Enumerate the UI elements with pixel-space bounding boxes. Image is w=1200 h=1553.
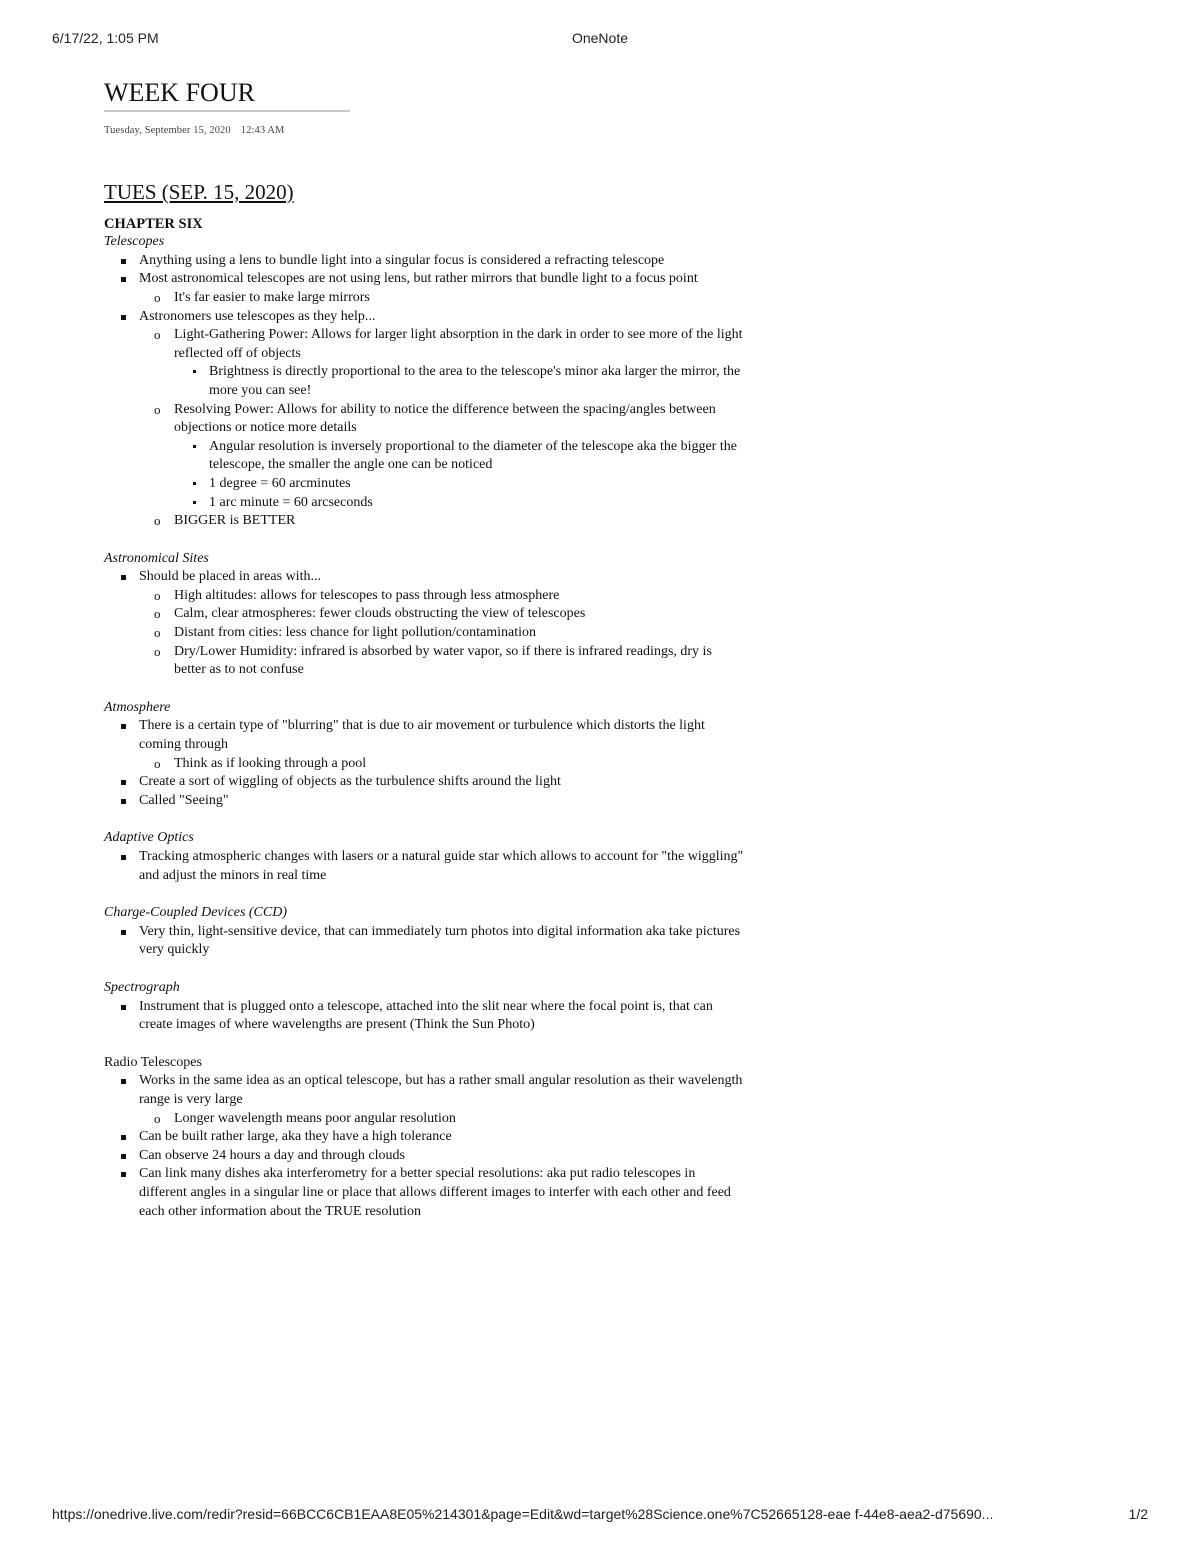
list-item: o Calm, clear atmospheres: fewer clouds obstructing the view of telescopes [139,605,744,624]
telescopes-list [104,252,744,531]
print-header [52,30,1148,50]
chapter-heading: CHAPTER SIX [104,215,203,232]
section-title-sites: Astronomical Sites [104,550,209,566]
list-item: Angular resolution is inversely proportional to the diameter of the telescope aka the bigger the telescope, the smaller the angle one can be noticed [174,438,744,475]
print-app-name: OneNote [571,30,629,46]
print-footer [52,1506,1148,1526]
print-datetime: 6/17/22, 1:05 PM [52,30,159,46]
list-item: Brightness is directly proportional to the area to the telescope's minor aka larger the mirror, the more you can see! [174,363,744,400]
list-item: Can link many dishes aka interferometry for a better special resolutions: aka put radio telescopes in different angles in a singular line or place that allows different images to interfer with each other and feed each other information about the TRUE resolution [104,1165,744,1221]
page-title[interactable]: WEEK FOUR [104,78,350,112]
list-item: o Longer wavelength means poor angular resolution [139,1110,744,1129]
list-item: Anything using a lens to bundle light into a singular focus is considered a refracting telescope [104,252,744,271]
onenote-page [104,78,744,1221]
list-item: Works in the same idea as an optical telescope, but has a rather small angular resolution as their wavelength range is very large o Longer wavelength means poor angular resolution [104,1072,744,1128]
list-item: Most astronomical telescopes are not using lens, but rather mirrors that bundle light to a focus point o It's far easier to make large mirrors [104,270,744,307]
list-item: o Light-Gathering Power: Allows for larger light absorption in the dark in order to see more of the light reflected off of objects Brightness is directly proportional to the area to the telescope's minor aka larger the mirror, the more you can see! [139,326,744,400]
list-item: o BIGGER is BETTER [139,512,744,531]
atmosphere-list [104,717,744,810]
adaptive-optics-list [104,848,744,885]
ccd-list [104,923,744,960]
section-title-telescopes: Telescopes [104,234,165,250]
section-title-spectrograph: Spectrograph [104,979,180,995]
list-item: Astronomers use telescopes as they help... o Light-Gathering Power: Allows for larger light absorption in the dark in order to see more of the light reflected off of objects Brightness is directly proportional to the area to the telescope's minor aka larger the mirror, the more you can see! o Resolving Power: Allows for ability to notice the difference between the spacing/angles between objections or notice more details Angular resolution is inversely proportional to the diameter of the telescope aka the bigger the telescope, the smaller the angle one can be noticed 1 degree = 60 arcminutes 1 arc minute = 60 arcseconds o BIGGER is BETTER [104,308,744,531]
list-item: Create a sort of wiggling of objects as the turbulence shifts around the light [104,773,744,792]
list-item: o It's far easier to make large mirrors [139,289,744,308]
list-item: There is a certain type of "blurring" that is due to air movement or turbulence which distorts the light coming through o Think as if looking through a pool [104,717,744,773]
list-item: o Distant from cities: less chance for light pollution/contamination [139,624,744,643]
section-title-ccd: Charge-Coupled Devices (CCD) [104,905,287,921]
section-title-atmosphere: Atmosphere [104,699,171,715]
page-date: Tuesday, September 15, 2020 [104,125,231,136]
list-item: o Resolving Power: Allows for ability to notice the difference between the spacing/angles between objections or notice more details Angular resolution is inversely proportional to the diameter of the telescope aka the bigger the telescope, the smaller the angle one can be noticed 1 degree = 60 arcminutes 1 arc minute = 60 arcseconds [139,401,744,513]
list-item: Called "Seeing" [104,792,744,811]
day-heading: TUES (SEP. 15, 2020) [104,179,294,204]
list-item: 1 arc minute = 60 arcseconds [174,494,744,513]
list-item: Instrument that is plugged onto a telescope, attached into the slit near where the focal point is, that can create images of where wavelengths are present (Think the Sun Photo) [104,998,744,1035]
list-item: 1 degree = 60 arcminutes [174,475,744,494]
list-item: Should be placed in areas with... o High altitudes: allows for telescopes to pass through less atmosphere o Calm, clear atmospheres: fewer clouds obstructing the view of telescopes o Distant from cities: less chance for light pollution/contamination o Dry/Lower Humidity: infrared is absorbed by water vapor, so if there is infrared readings, dry is better as to not confuse [104,568,744,680]
page-time: 12:43 AM [240,125,285,136]
print-page-number: 1/2 [1128,1506,1148,1522]
list-item: Can observe 24 hours a day and through clouds [104,1147,744,1166]
spectrograph-list [104,998,744,1035]
list-item: o High altitudes: allows for telescopes to pass through less atmosphere [139,587,744,606]
sites-list [104,568,744,680]
print-url: https://onedrive.live.com/redir?resid=66BCC6CB1EAA8E05%214301&page=Edit&wd=target%28Science.one%7C52665128-eae f-44e8-aea2-d75690... [52,1506,994,1522]
list-item: o Dry/Lower Humidity: infrared is absorbed by water vapor, so if there is infrared readings, dry is better as to not confuse [139,643,744,680]
list-item: Can be built rather large, aka they have a high tolerance [104,1128,744,1147]
section-title-adaptive-optics: Adaptive Optics [104,830,194,846]
list-item: o Think as if looking through a pool [139,755,744,774]
page-timestamp [104,122,744,141]
list-item: Tracking atmospheric changes with lasers or a natural guide star which allows to account for "the wiggling" and adjust the minors in real time [104,848,744,885]
radio-telescopes-list [104,1072,744,1221]
list-item: Very thin, light-sensitive device, that can immediately turn photos into digital information aka take pictures very quickly [104,923,744,960]
section-title-radio-telescopes: Radio Telescopes [104,1054,202,1070]
